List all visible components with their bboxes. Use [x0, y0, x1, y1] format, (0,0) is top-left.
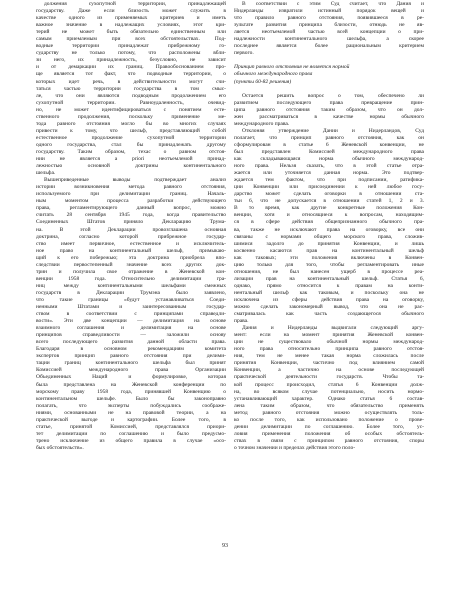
- text-line: ляется неотъемлемой частью всей концепции о при-: [234, 29, 424, 36]
- text-line: был представлен Комиссией международного права: [234, 148, 424, 155]
- text-line: метод равного отстояния можно осуществлять толь-: [234, 409, 424, 416]
- text-line: принципов справедливости — заложили основу: [36, 332, 226, 339]
- text-line: тода равного отстояния могло бы во многих случаях: [36, 120, 226, 127]
- text-line: последнее является более рациональным критерием: [234, 43, 424, 50]
- text-line: вости». Эти две концепции — делимитация на основе: [36, 318, 226, 325]
- text-line: водные территории принадлежат прибрежному го-: [36, 43, 226, 50]
- text-line: таться частью территории государства в том смыс-: [36, 85, 226, 92]
- text-line: всего последующего развития данной области права.: [36, 339, 226, 346]
- text-line: доктрина, согласно которой прибрежное государ-: [36, 233, 226, 240]
- text-line: но, не может идентифицироваться с понятием есте-: [36, 106, 226, 113]
- text-line: зи него, их принадлежность, безусловно, не зависит: [36, 57, 226, 64]
- text-line: считать 28 сентября 1945 года, когда правительство: [36, 212, 226, 219]
- text-line: ловия применения положения об особых обстоятель-: [234, 430, 424, 437]
- text-line: цию только для того, чтобы регламентировать иные: [234, 261, 424, 268]
- text-line: государству. Даже если близость может служить в: [36, 8, 226, 15]
- text-line: зультате развития принципа близости, отнюдь не яв-: [234, 22, 424, 29]
- text-line: венции 1958 года. Относительно делимитации гра-: [36, 275, 226, 282]
- text-line: устанавливающий характер. Однако статья 6 состав-: [234, 395, 424, 402]
- text-line: жается или уточняется данная норма. Это подтвер-: [234, 170, 424, 177]
- text-line: В соответствии с этим Суд считает, что Дания и: [242, 1, 424, 7]
- text-line: континентальном шельфе. Было бы законоправно: [36, 395, 226, 402]
- text-line: как таковых; эти положения включены в Конвен-: [234, 254, 424, 261]
- paragraph: [36, 177, 226, 452]
- text-line: ко после того, как использовано положение о прове-: [234, 416, 424, 423]
- left-column: [36, 1, 226, 452]
- text-line: полагает, что принцип равного отстояния, как он: [234, 134, 424, 141]
- text-line: дарство может сделать оговорки в отношении ста-: [234, 191, 424, 198]
- text-line: ством в соответствии с принципами справедли-: [36, 311, 226, 318]
- text-line: ниями, основанными не на правовой теории, а на: [36, 409, 226, 416]
- section-heading: [234, 64, 424, 85]
- text-line: государств в Декларации Трумэна было заявлено,: [36, 289, 226, 296]
- text-line: сматривалась как часть создающегося обычного: [234, 311, 424, 318]
- text-line: Конвенции, а частично на основе последующей: [234, 367, 424, 374]
- paragraph: [234, 1, 424, 57]
- text-line: лежностью основной доктрины континентального: [36, 163, 226, 170]
- text-line: используемого при делимитации границ. Началь-: [36, 191, 226, 198]
- paragraph: [234, 128, 424, 325]
- text-line: была представлена на Женевской конференции по: [36, 381, 226, 388]
- text-line: тьи 6, что не допускается в отношении статей 1, 2 и 3.: [234, 198, 424, 205]
- text-line: ся в сфере действия общепризнанного обычного пра-: [234, 219, 424, 226]
- text-line: права, регламентирующего данный вопрос, можно: [36, 205, 226, 212]
- text-line: Объединенных Наций и формулировке, которая: [36, 374, 226, 381]
- text-line: одного государства, стал бы принадлежать другому: [36, 141, 226, 148]
- text-line: ва, также не исключают права на оговорку, все они: [234, 226, 424, 233]
- text-line: следствии первостепенный значение всех других док-: [36, 261, 226, 268]
- text-line: ство имеет первичное, естественное и исключитель-: [36, 240, 226, 247]
- text-line: связаны с нормами общего морского права, сложив-: [234, 233, 424, 240]
- text-line: сударству не только потому, что расположены вбли-: [36, 50, 226, 57]
- text-line: истории возникновения метода равного отстояния,: [36, 184, 226, 191]
- text-line: бых обстоятельств».: [36, 444, 84, 451]
- text-line: кой процесс происходил, статья 6 Конвенции долж-: [234, 381, 424, 388]
- text-line: практической деятельности государств. Чтобы та-: [234, 374, 424, 381]
- paragraph: [36, 1, 226, 177]
- text-line: которых идет речь, в действительности могут счи-: [36, 78, 226, 85]
- text-line: ного права. Нельзя сказать, что в этой статье отра-: [234, 163, 424, 170]
- text-line: качестве одного из применяемых критериев и иметь: [36, 15, 226, 22]
- paragraph-gap: [234, 57, 424, 64]
- text-line: Отклоняя утверждение Дании и Нидерландов, Суд: [242, 127, 424, 134]
- text-line: дении делимитации по соглашению. Более того, ус-: [234, 423, 424, 430]
- text-line: В то время, как другие конкретные положения Кон-: [234, 205, 424, 212]
- text-line: нии не является а priori неотъемлемой принад-: [36, 156, 226, 163]
- text-line: ции не существовало обычной нормы международ-: [234, 339, 424, 346]
- text-line: полагать, что эксперты побуждались соображе-: [36, 402, 226, 409]
- text-line: ственного продолжения, поскольку применение ме-: [36, 113, 226, 120]
- text-line: практической выгоде и картографии. Более того, в: [36, 416, 226, 423]
- text-line: международного права.: [234, 120, 290, 127]
- text-line: привести к тому, что шельф, представляющий собой: [36, 127, 226, 134]
- text-line: принятия Конвенции, частично под влиянием самой: [234, 360, 424, 367]
- text-line: лизации прав на континентальный шельф. Статья 6,: [234, 275, 424, 282]
- text-line: самым приемлемым при всех обстоятельствах. Под-: [36, 36, 226, 43]
- text-line: ным моментом процесса разработки действующего: [36, 198, 226, 205]
- text-line: ствах в связи с принципом равного отстояния, споры: [234, 437, 424, 444]
- text-line: мент: если на момент принятия Женевской конвен-: [234, 332, 424, 339]
- text-line: ния, тем не менее такая норма сложилась после: [234, 353, 424, 360]
- text-line: ципа равного отстояния таким образом, что он дол-: [234, 106, 424, 113]
- text-line: что правило равного отстояния, появившееся в ре-: [234, 15, 424, 22]
- paragraph-gap: [234, 86, 424, 93]
- text-line: сформулирован в статье 6 Женевской конвенции, не: [234, 141, 424, 148]
- text-line: Соединенных Штатов приняло Декларацию Трума-: [36, 219, 226, 226]
- paragraph: [234, 93, 424, 128]
- text-line: экспертов принцип равного отстояния при делими-: [36, 353, 226, 360]
- text-line: ное право на континентальный шельф, примыкаю-: [36, 247, 226, 254]
- text-line: взаимного соглашения и делимитация на основе: [36, 325, 226, 332]
- text-line: на. В этой Декларации провозглашена основная: [36, 226, 226, 233]
- text-line: Принцип равного отстояния не является нормой: [234, 64, 350, 71]
- text-line: Нидерланды извратили истинный порядок вещей и: [234, 8, 424, 15]
- text-line: о точном значении и пределах действия этого поло-: [234, 444, 356, 451]
- text-line: щий к его побережью; эта доктрина приобрела впо-: [36, 254, 226, 261]
- paragraph: [234, 325, 424, 452]
- text-line: государству. Таким образом, техас о равном отстоя-: [36, 148, 226, 155]
- text-line: обычного международного права: [234, 71, 313, 78]
- text-line: Благодаря в основном рекомендациям комитета: [36, 346, 226, 353]
- text-line: Дания и Нидерланды выдвигали следующий аргу-: [242, 325, 424, 332]
- text-line: нентальный шельф как таковым, и поскольку она не: [234, 289, 424, 296]
- text-line: Комиссией международного права Организации: [36, 367, 226, 374]
- text-line: шимися задолго до принятия Конвенции, и лишь: [234, 240, 424, 247]
- text-line: ле, что они являются подводным продолжением его: [36, 92, 226, 99]
- text-line: шельфа.: [36, 170, 56, 177]
- text-line: как складывающаяся норма обычного международ-: [234, 156, 424, 163]
- text-line: первого.: [234, 50, 254, 57]
- text-line: ждается тем фактом, что при подписании, ратифика-: [234, 177, 424, 184]
- text-line: морскому праву 1958 года, принявшей Конвенцию о: [36, 388, 226, 395]
- text-line: терий не может быть обязательно единственным или: [36, 29, 226, 36]
- text-line: косвенно касаются прав на континентальный шельф: [234, 247, 424, 254]
- text-line: что такие границы «будут устанавливаться Соеди-: [36, 296, 226, 303]
- text-line: ции Конвенции или присоединении к ней любое госу-: [234, 184, 424, 191]
- text-line: права.: [234, 318, 249, 325]
- text-line: ще является тот факт, что подводные территории, о: [36, 71, 226, 78]
- text-line: лена таким образом, что обязательство применять: [234, 402, 424, 409]
- text-line: ниц между континентальными шельфами смежных: [36, 282, 226, 289]
- text-line: и от демаркации их границ. Правообоснованием про-: [36, 64, 226, 71]
- text-line: Вышеприведенные выводы подтверждает анализ: [44, 177, 226, 184]
- text-line: исключена из сферы действия права на оговорку,: [234, 296, 424, 303]
- text-line: тет делимитации по соглашению и было предусмо-: [36, 430, 226, 437]
- text-line: трено исключение из общего правила в случае «осо-: [36, 437, 226, 444]
- heading-note: (пункты 60-82 решения): [234, 78, 292, 85]
- text-line: статье, принятой Комиссией, представлялся приори-: [36, 423, 226, 430]
- text-line: ного права относительно принципа равного отстоя-: [234, 346, 424, 353]
- text-line: на, во всяком случае потенциально, носить нормо-: [234, 388, 424, 395]
- text-line: жен рассматриваться в качестве нормы обычного: [234, 113, 424, 120]
- text-line: ненными Штатами и заинтересованным государ-: [36, 304, 226, 311]
- text-line: надлежности континентального шельфа, а скорее: [234, 36, 424, 43]
- text-line: должения сухопутной территории, принадлежащей: [44, 1, 226, 7]
- text-line: важное значение в надлежащих условиях, этот кри-: [36, 22, 226, 29]
- text-line: венции, хотя и относящиеся к вопросам, находящим-: [234, 212, 424, 219]
- text-line: тации границ континентального шельфа был принят: [36, 360, 226, 367]
- text-line: Остается решить вопрос о том, обеспечено ли: [242, 92, 424, 99]
- right-column: [234, 1, 424, 452]
- page-number: 93: [222, 543, 228, 549]
- text-line: трин и получила свое отражение в Женевской кон-: [36, 268, 226, 275]
- text-line: сухопутной территории. Равноудаленность, очевид-: [36, 99, 226, 106]
- text-line: однако, прямо относится к правам на конти-: [234, 282, 424, 289]
- text-line: естественное продолжение сухопутной территории: [36, 134, 226, 141]
- text-line: можно сделать закономерный вывод, что она не рас-: [234, 304, 424, 311]
- text-line: отношения, не был нанесен ущерб в процессе реа-: [234, 268, 424, 275]
- text-line: развитием последующего права превращение прин-: [234, 99, 424, 106]
